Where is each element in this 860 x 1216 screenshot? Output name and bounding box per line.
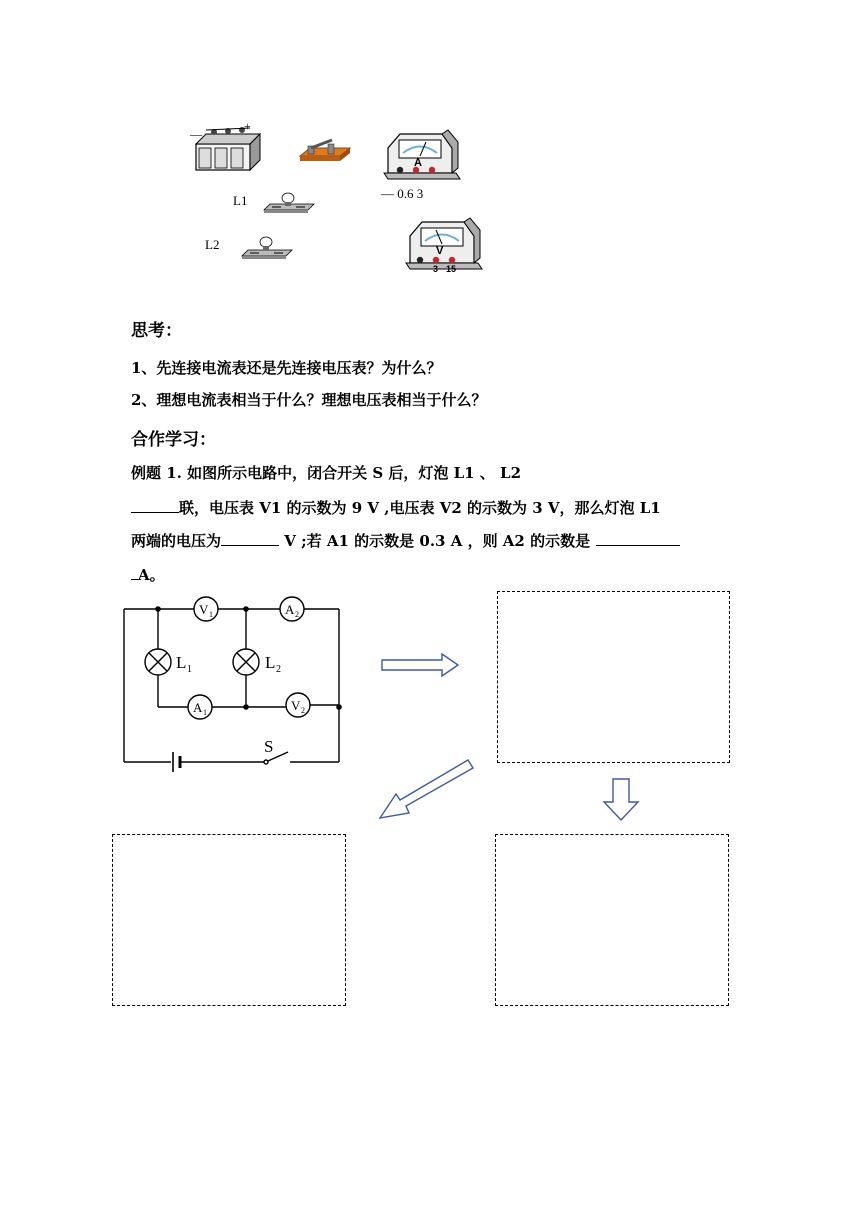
- right-arrow-icon: [380, 652, 462, 678]
- switch-label: S: [264, 737, 274, 756]
- a1-label: A: [193, 700, 203, 715]
- example-line-4-end: A。: [138, 566, 165, 584]
- v1-label: V: [199, 602, 209, 617]
- ammeter-symbol: A: [414, 157, 422, 169]
- a2-current-blank[interactable]: [596, 531, 680, 546]
- battery-plus-label: +: [244, 119, 251, 133]
- v1-subscript: 1: [209, 610, 213, 619]
- battery-symbol-icon: [173, 752, 180, 772]
- answer-box-top-right[interactable]: [497, 591, 730, 763]
- l1-circuit-label: L: [176, 653, 187, 672]
- lamp-l1-icon: [264, 193, 314, 213]
- example-line-1: 例题 1. 如图所示电路中，闭合开关 S 后，灯泡 L1 、 L2: [131, 464, 522, 482]
- thinking-heading: 思考：: [131, 321, 182, 341]
- l1-subscript: 1: [187, 664, 192, 675]
- example-line-4: [131, 564, 165, 585]
- down-arrow-icon: [600, 776, 642, 824]
- voltmeter-symbol: V: [436, 245, 444, 257]
- voltmeter-icon: [406, 218, 482, 269]
- a2-subscript: 2: [295, 610, 299, 619]
- thinking-question-1: 1、先连接电流表还是先连接电压表？为什么？: [131, 359, 442, 377]
- battery-minus-label: —: [190, 127, 202, 141]
- equipment-illustration: [180, 118, 500, 293]
- lamp-l1-symbol-icon: [145, 649, 171, 675]
- v2-subscript: 2: [301, 706, 305, 715]
- a2-current-blank-cont: [131, 565, 138, 580]
- l1-voltage-blank[interactable]: [221, 531, 279, 546]
- example-line-3-start: 两端的电压为: [131, 532, 222, 550]
- l2-subscript: 2: [276, 664, 281, 675]
- thinking-question-2: 2、理想电流表相当于什么？理想电压表相当于什么？: [131, 391, 487, 409]
- down-left-arrow-icon: [376, 756, 476, 826]
- lamp-l2-symbol-icon: [233, 649, 259, 675]
- cooperative-heading: 合作学习：: [131, 430, 216, 450]
- ammeter-scale-label: — 0.6 3: [381, 186, 424, 201]
- example-line-3: [131, 530, 680, 551]
- lamp-l1-label: L1: [233, 193, 248, 208]
- circuit-diagram: [118, 592, 348, 772]
- l2-circuit-label: L: [265, 653, 276, 672]
- example-line-2-text: 联，电压表 V1 的示数为 9 V ,电压表 V2 的示数为 3 V，那么灯泡 L1: [179, 499, 661, 517]
- voltmeter-terminal-15: 15: [446, 264, 457, 274]
- answer-box-bottom-left[interactable]: [112, 834, 346, 1006]
- voltmeter-terminal-3: 3: [433, 264, 439, 274]
- answer-box-bottom-right[interactable]: [495, 834, 729, 1006]
- series-parallel-blank[interactable]: [131, 498, 179, 513]
- a2-label: A: [285, 602, 295, 617]
- v2-label: V: [291, 698, 301, 713]
- battery-icon: [196, 127, 260, 170]
- a1-subscript: 1: [203, 708, 207, 717]
- example-line-2: [131, 497, 661, 518]
- lamp-l2-label: L2: [205, 237, 220, 252]
- lamp-l2-icon: [242, 237, 292, 259]
- knife-switch-icon: [300, 140, 350, 161]
- ammeter-icon: [384, 130, 460, 179]
- example-line-3-mid: V ;若 A1 的示数是 0.3 A ，则 A2 的示数是: [284, 532, 591, 550]
